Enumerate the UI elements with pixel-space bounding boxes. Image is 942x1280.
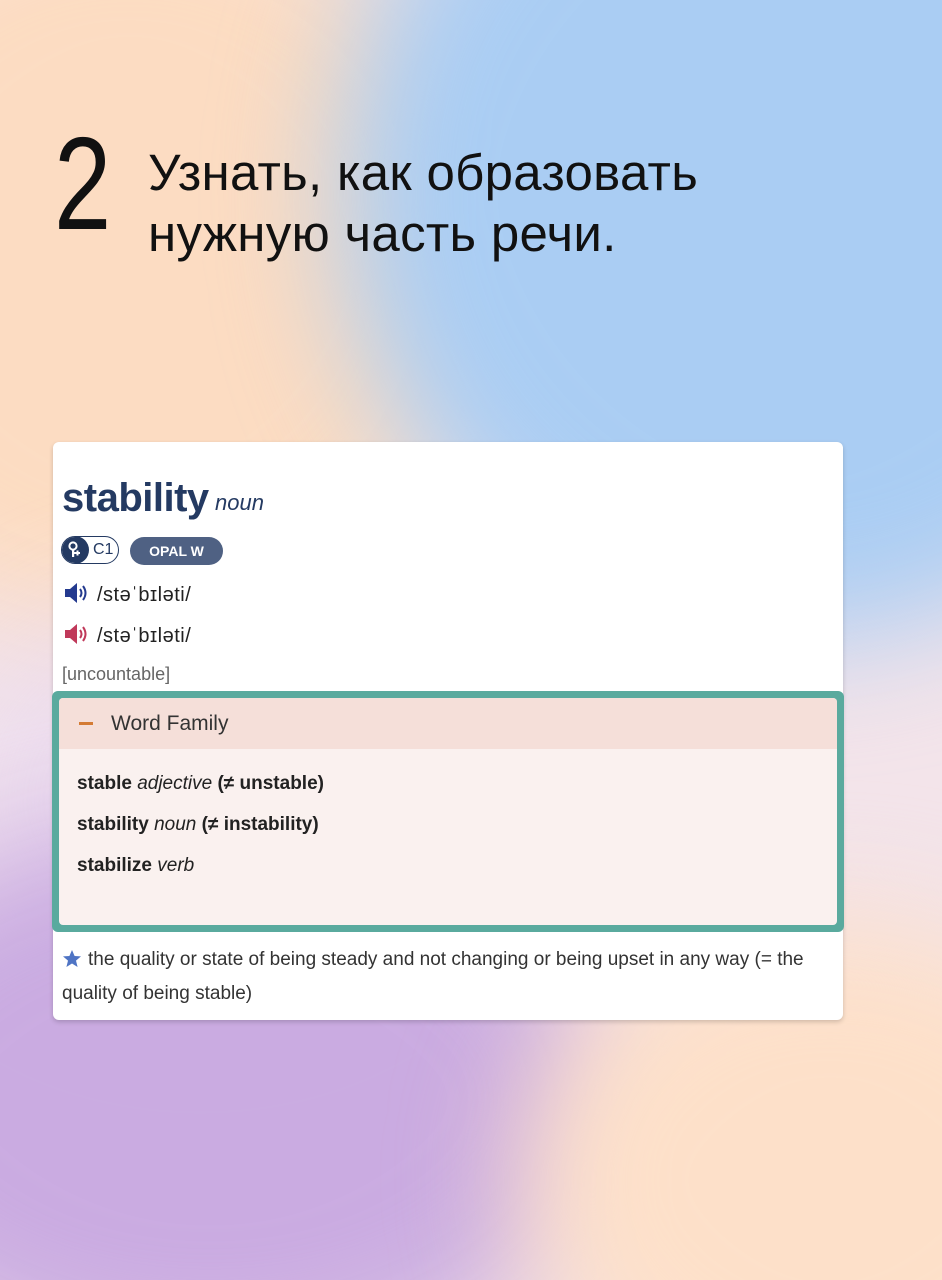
word-family-row [77,773,324,795]
ipa-american: /stəˈbɪləti/ [97,625,192,647]
heading-text: Узнать, как образовать нужную часть речи. [148,144,699,262]
opal-badge[interactable]: OPAL W [130,537,223,565]
step-number: 2 [54,110,112,257]
oxford-key-icon [61,536,89,564]
word-family-row [77,855,194,877]
word-family-header[interactable] [59,698,837,749]
word-family-title: Word Family [111,711,229,735]
family-word: stable [77,773,132,794]
level-label: C1 [93,541,114,558]
family-word: stabilize [77,855,152,876]
word-family-row [77,814,319,836]
headword: stability [62,476,209,520]
family-pos: verb [157,855,195,876]
family-pos: noun [154,814,197,835]
word-family-box [52,691,844,932]
collapse-minus-icon[interactable] [79,722,93,725]
part-of-speech: noun [215,490,264,515]
star-icon [62,947,82,978]
pronunciation-british [63,580,191,611]
definition-text: the quality or state of being steady and not changing or being upset in any way (= the quality of being stable) [62,949,804,1004]
grammar-label: [uncountable] [62,664,171,684]
speaker-br-icon[interactable] [63,580,91,611]
dictionary-entry-card [53,442,843,1020]
pronunciation-american [63,621,191,652]
family-pos: adjective [137,773,213,794]
speaker-am-icon[interactable] [63,621,91,652]
level-badge[interactable] [61,536,119,564]
ipa-british: /stəˈbɪləti/ [97,584,192,606]
family-word: stability [77,814,149,835]
definition [62,944,822,1009]
family-opposite: (≠ unstable) [217,773,324,794]
family-opposite: (≠ instability) [201,814,319,835]
